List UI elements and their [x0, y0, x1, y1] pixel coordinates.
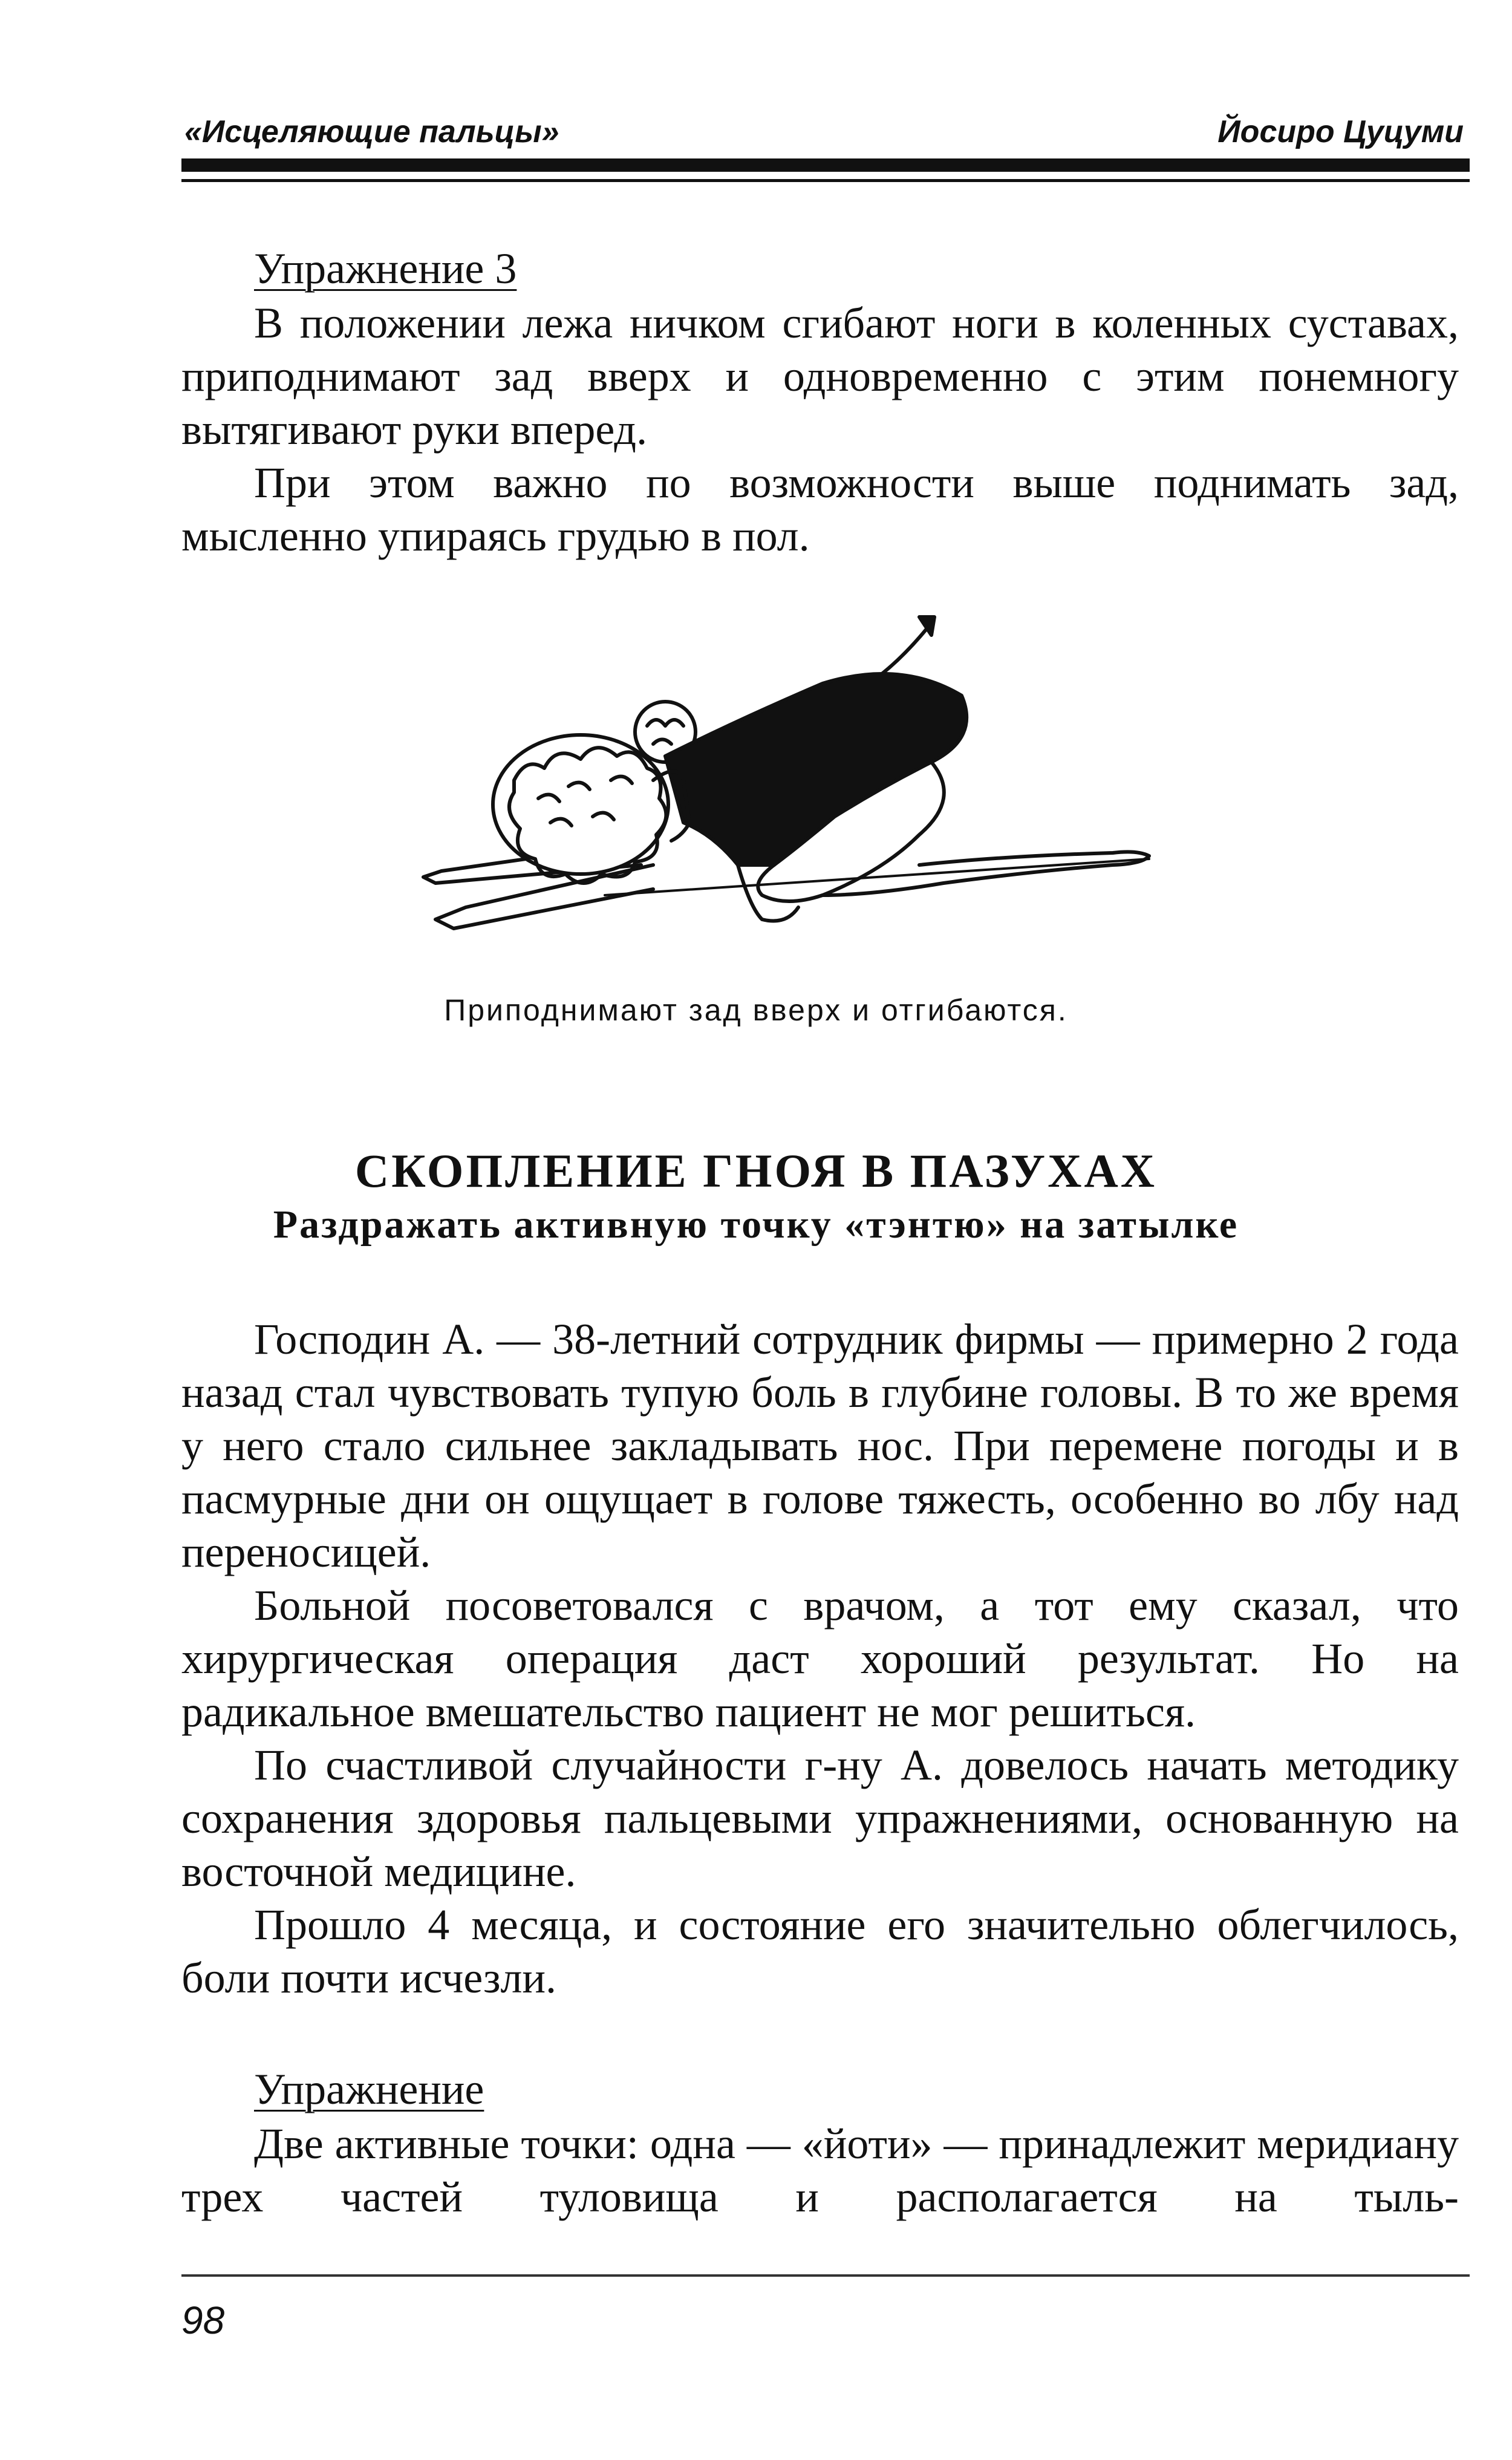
header-rule-thin [181, 179, 1470, 182]
exercise-3-paragraph-2: При этом важно по возможности выше поднимать зад, мысленно упираясь грудью в пол. [181, 458, 1459, 560]
section-paragraph-1: Господин А. — 38-летний сотрудник фирмы — примерно 2 года назад стал чувствовать тупую боль в глубине головы. В то же время у него стало сильнее закладывать нос. При перемене погоды и в пасмурные дни он ощущает в голове тяжесть, особенно во лбу над переносицей. [181, 1315, 1459, 1576]
page-number: 98 [181, 2299, 225, 2342]
footer-rule [181, 2274, 1470, 2277]
running-header-book-title: «Исцеляющие пальцы» [184, 114, 559, 149]
exercise-3-heading: Упражнение 3 [254, 244, 517, 293]
running-header-author: Йосиро Цуцуми [1217, 114, 1464, 149]
section-paragraph-3: По счастливой случайности г-ну А. довелось начать методику сохранения здоровья пальцевыми упражнениями, основанную на восточной медицине. [181, 1741, 1459, 1896]
section-paragraph-2: Больной посоветовался с врачом, а тот ему сказал, что хирургическая операция даст хороший результат. Но на радикальное вмешательство пациент не мог решиться. [181, 1581, 1459, 1736]
exercise-3-text [181, 296, 1459, 563]
exercise-illustration [399, 581, 1185, 980]
exercise-3-paragraph-1: В положении лежа ничком сгибают ноги в коленных суставах, приподнимают зад вверх и одновременно с этим понемногу вытягивают руки вперед. [181, 299, 1459, 454]
section-body [181, 1313, 1459, 2005]
section-title: СКОПЛЕНИЕ ГНОЯ В ПАЗУХАХ [354, 1144, 1158, 1197]
exercise-heading: Упражнение [254, 2065, 484, 2113]
exercise-text [181, 2117, 1459, 2223]
section-paragraph-4: Прошло 4 месяца, и состояние его значительно облегчилось, боли почти исчезли. [181, 1900, 1459, 2002]
header-rule-thick [181, 158, 1470, 172]
figure-caption: Приподнимают зад вверх и отгибаются. [444, 993, 1068, 1027]
exercise-paragraph: Две активные точки: одна — «йоти» — принадлежит меридиану трех частей туловища и располагается на тыль- [181, 2119, 1459, 2221]
section-subtitle: Раздражать активную точку «тэнтю» на затылке [273, 1202, 1239, 1247]
